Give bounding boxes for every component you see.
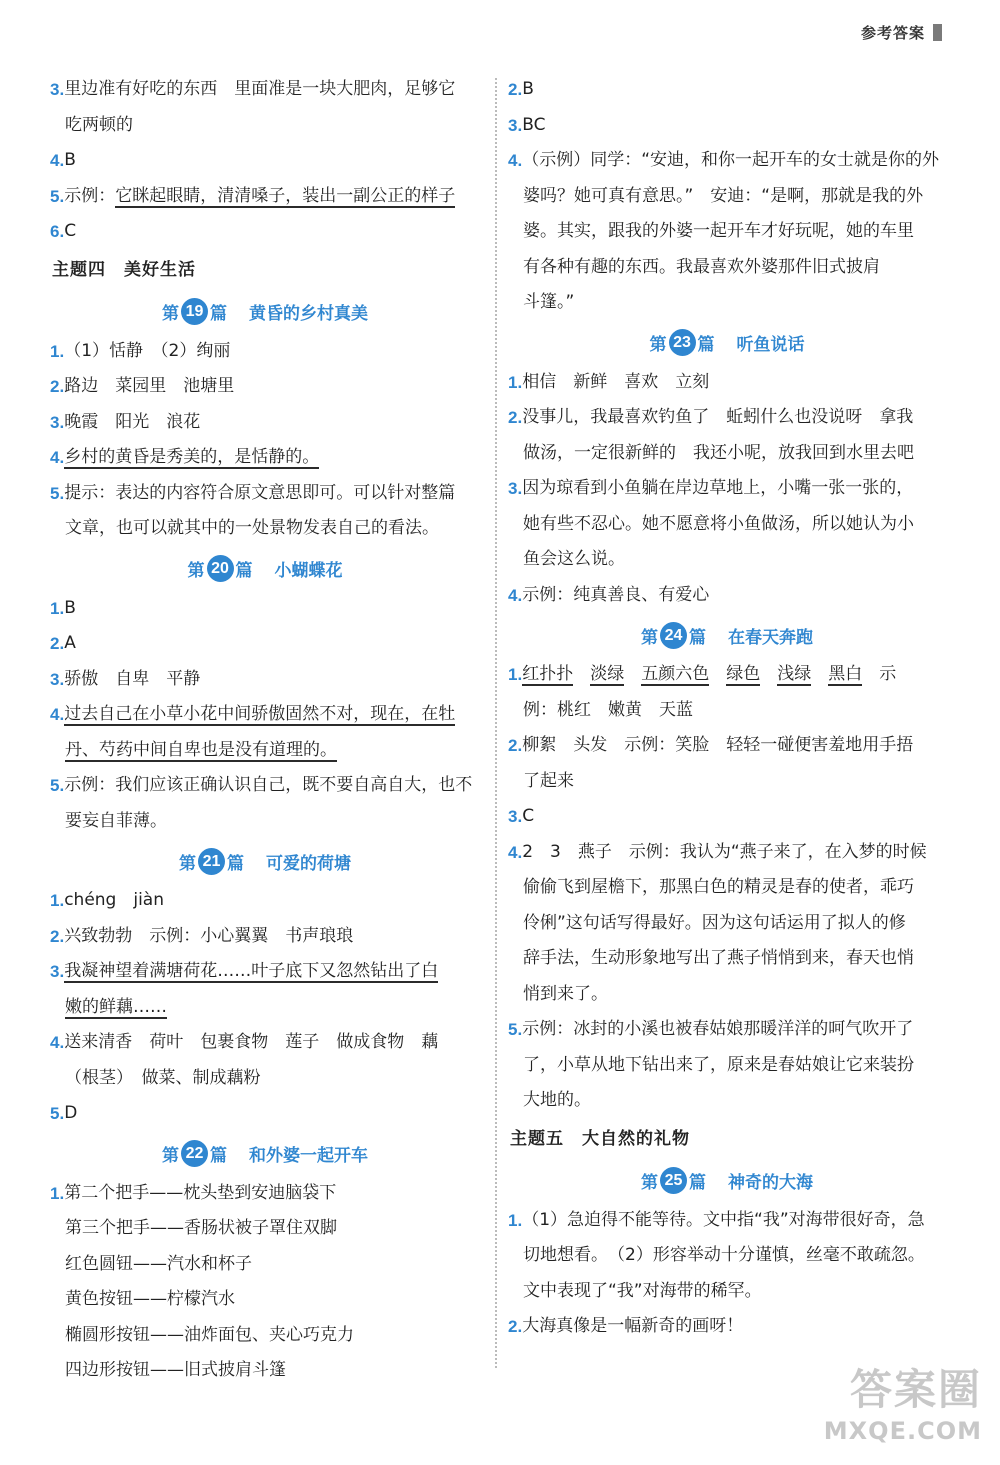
- left-column: [50, 72, 480, 1389]
- section-prefix: 第: [179, 853, 196, 874]
- answer-continuation: 了起来: [523, 770, 574, 791]
- answer-1: [50, 591, 480, 627]
- answer-number: 5 .: [50, 476, 64, 512]
- answer-continuation: 伶俐”这句话写得最好。因为这句话运用了拟人的修: [523, 912, 906, 933]
- answer-text: 相信 新鲜 喜欢 立刻: [522, 371, 710, 392]
- section-suffix: 篇: [210, 304, 227, 324]
- answer-number: 1 .: [50, 1176, 64, 1212]
- answer-2: [50, 626, 480, 662]
- answer-number: 1 .: [508, 657, 522, 693]
- answer-2: [50, 919, 480, 955]
- section-19-heading: [50, 290, 480, 334]
- answer-number: 1 .: [50, 883, 64, 919]
- answer-5: [50, 179, 480, 215]
- answer-continuation: 偷偷飞到屋檐下，那黑白色的精灵是春的使者，乖巧: [523, 877, 914, 897]
- answer-number: 4 .: [50, 1025, 64, 1061]
- answer-text: （1）急迫得不能等待。文中指“我”对海带很好奇，急: [522, 1209, 925, 1230]
- answer-text: 路边 菜园里 池塘里: [64, 376, 235, 396]
- answer-number: 5 .: [508, 1012, 522, 1048]
- answer-text: 送来清香 荷叶 包裹食物 莲子 做成食物 藕: [64, 1032, 439, 1052]
- answer-text: （1）恬静 （2）绚丽: [64, 340, 231, 361]
- underlined-answer: 乡村的黄昏是秀美的，是恬静的。: [64, 447, 320, 467]
- section-prefix: 第: [162, 1146, 179, 1166]
- answer-number: 6 .: [50, 214, 64, 250]
- answer-continuation: 她有些不忍心。她不愿意将小鱼做汤，所以她认为小: [523, 513, 914, 534]
- answer-continuation: 做汤，一定很新鲜的 我还小呢，放我回到水里去吧: [523, 442, 914, 463]
- answer-text: 骄傲 自卑 平静: [64, 668, 201, 689]
- answer-3: [50, 405, 480, 441]
- underlined-answer: 我凝神望着满塘荷花……叶子底下又忽然钻出了白: [64, 961, 439, 981]
- section-number-badge: 20: [207, 555, 234, 582]
- answer-text: 因为琼看到小鱼躺在岸边草地上，小嘴一张一张的，: [522, 478, 914, 498]
- answer-continuation: 有各种有趣的东西。我最喜欢外婆那件旧式披肩: [523, 256, 880, 277]
- answer-text: B: [64, 150, 76, 170]
- watermark: [824, 1357, 982, 1445]
- answer-4: [50, 143, 480, 179]
- answer-number: 2 .: [50, 369, 64, 405]
- underlined-word: 绿色: [726, 664, 761, 684]
- theme-heading: 主题四 美好生活: [52, 259, 196, 280]
- answer-5: [50, 1096, 480, 1132]
- answer-number: 2 .: [508, 400, 522, 436]
- answer-text: 晚霞 阳光 浪花: [64, 411, 201, 432]
- section-number-badge: 21: [198, 848, 225, 875]
- answer-2: [508, 1309, 946, 1345]
- answer-6: [50, 214, 480, 250]
- section-title: 小蝴蝶花: [274, 561, 343, 581]
- answer-text: BC: [522, 114, 546, 135]
- answer-5: [508, 1012, 946, 1048]
- answer-number: 3 .: [50, 662, 64, 698]
- answer-continuation: 四边形按钮——旧式披肩斗篷: [65, 1360, 286, 1380]
- answer-number: 4 .: [50, 440, 64, 476]
- answer-number: 4 .: [50, 697, 64, 733]
- answer-continuation: 第三个把手——香肠状被子罩住双脚: [65, 1218, 337, 1238]
- answer-text: D: [64, 1103, 78, 1123]
- answer-number: 2 .: [50, 919, 64, 955]
- answer-number: 4 .: [508, 835, 522, 871]
- answer-number: 2 .: [508, 72, 522, 108]
- header-bar: [933, 24, 942, 41]
- section-22-heading: [50, 1132, 480, 1176]
- section-number-badge: 19: [181, 298, 208, 325]
- answer-1: [50, 883, 480, 919]
- answer-3: [508, 799, 946, 835]
- underlined-answer: 丹、芍药中间自卑也是没有道理的。: [65, 739, 337, 760]
- answer-3: [50, 662, 480, 698]
- answer-2: [508, 728, 946, 764]
- answer-number: 2 .: [50, 626, 64, 662]
- underlined-word: 黑白: [828, 664, 863, 684]
- pinyin-answer: chéng jiàn: [64, 890, 164, 910]
- answer-number: 3 .: [50, 72, 64, 108]
- answer-4: [508, 143, 946, 179]
- answer-number: 3 .: [50, 405, 64, 441]
- answer-text: 兴致勃勃 示例：小心翼翼 书声琅琅: [64, 925, 354, 946]
- answer-2: [50, 369, 480, 405]
- answer-number: 3 .: [508, 108, 522, 144]
- answer-3: [508, 108, 946, 144]
- answer-text: 提示：表达的内容符合原文意思即可。可以针对整篇: [64, 482, 456, 503]
- underlined-word: 浅绿: [777, 664, 812, 684]
- answer-number: 1 .: [508, 1203, 522, 1239]
- section-suffix: 篇: [689, 1173, 706, 1193]
- answer-continuation: 红色圆钮——汽水和杯子: [65, 1253, 252, 1274]
- answer-number: 2 .: [508, 1309, 522, 1345]
- answer-number: 5 .: [50, 179, 64, 215]
- answer-continuation: 辞手法，生动形象地写出了燕子悄悄到来，春天也悄: [523, 948, 914, 968]
- answer-1: [508, 365, 946, 401]
- section-prefix: 第: [649, 335, 667, 355]
- underlined-word: 五颜六色: [641, 664, 710, 684]
- watermark-logo-text: 答案圈: [849, 1365, 982, 1414]
- answer-5: [50, 476, 480, 512]
- answer-number: 2 .: [508, 728, 522, 764]
- answer-continuation: 切地想看。 （2）形容举动十分谨慎，丝毫不敢疏忽。: [523, 1245, 925, 1265]
- answer-continuation: 大地的。: [523, 1090, 591, 1110]
- answer-text: 示: [879, 664, 897, 684]
- underlined-answer: 它眯起眼睛，清清嗓子，装出一副公正的样子: [115, 185, 456, 206]
- answer-continuation: （根茎） 做菜、制成藕粉: [65, 1067, 261, 1088]
- answer-continuation: 文中表现了“我”对海带的稀罕。: [523, 1280, 762, 1301]
- section-title: 黄昏的乡村真美: [249, 304, 368, 324]
- answer-continuation: 文章，也可以就其中的一处景物发表自己的看法。: [65, 518, 439, 538]
- answer-3: [50, 954, 480, 990]
- header-label: 参考答案: [860, 24, 925, 42]
- answer-text: B: [522, 79, 534, 99]
- answer-text: A: [64, 633, 76, 653]
- answer-4: [50, 697, 480, 733]
- answer-continuation: 黄色按钮——柠檬汽水: [65, 1289, 235, 1309]
- page-header: [861, 22, 942, 43]
- answer-number: 5 .: [50, 768, 64, 804]
- watermark-url: MXQE.COM: [823, 1417, 982, 1445]
- column-divider: [495, 78, 497, 1368]
- answer-continuation: 鱼会这么说。: [523, 549, 625, 569]
- answer-3: [50, 72, 480, 108]
- answer-number: 4 .: [50, 143, 64, 179]
- answer-continuation: 悄到来了。: [523, 983, 608, 1004]
- answer-continuation: 婆。其实，跟我的外婆一起开车才好玩呢，她的车里: [523, 221, 914, 241]
- underlined-word: 淡绿: [590, 664, 625, 684]
- section-prefix: 第: [641, 627, 658, 648]
- answer-1: [508, 1203, 946, 1239]
- answer-1: [50, 334, 480, 370]
- section-suffix: 篇: [227, 853, 244, 874]
- answer-prefix: 示例：: [64, 185, 116, 206]
- answer-number: 5 .: [50, 1096, 64, 1132]
- section-number-badge: 25: [660, 1167, 687, 1194]
- answer-text: （示例）同学：“安迪，和你一起开车的女士就是你的外: [522, 150, 940, 170]
- section-title: 可爱的荷塘: [266, 853, 351, 874]
- answer-continuation: 了，小草从地下钻出来了，原来是春姑娘让它来装扮: [523, 1054, 914, 1075]
- answer-number: 3 .: [50, 954, 64, 990]
- answer-4: [50, 440, 480, 476]
- answer-text: 大海真像是一幅新奇的画呀！: [522, 1316, 744, 1336]
- section-prefix: 第: [162, 304, 179, 324]
- section-20-heading: [50, 547, 480, 591]
- answer-1: [508, 657, 946, 693]
- answer-text: 示例：我们应该正确认识自己，既不要自高自大，也不: [64, 775, 473, 795]
- section-23-heading: [508, 321, 946, 365]
- section-21-heading: [50, 839, 480, 883]
- answer-text: C: [522, 806, 535, 826]
- underlined-answer: 嫩的鲜藕……: [65, 996, 167, 1017]
- right-column: [508, 72, 946, 1345]
- answer-number: 1 .: [50, 334, 64, 370]
- answer-4: [508, 835, 946, 871]
- answer-continuation: 要妄自菲薄。: [65, 810, 167, 831]
- answer-continuation: 椭圆形按钮——油炸面包、夹心巧克力: [65, 1324, 354, 1345]
- answer-text: B: [64, 597, 76, 618]
- answer-text: 2 3 燕子 示例：我认为“燕子来了，在入梦的时候: [522, 841, 927, 862]
- answer-number: 3 .: [508, 471, 522, 507]
- answer-text: 里边准有好吃的东西 里面准是一块大肥肉，足够它: [64, 79, 456, 99]
- answer-5: [50, 768, 480, 804]
- answer-3: [508, 471, 946, 507]
- answer-continuation: 婆吗？她可真有意思。” 安迪：“是啊，那就是我的外: [523, 185, 924, 206]
- section-24-heading: [508, 613, 946, 657]
- section-prefix: 第: [641, 1173, 658, 1193]
- answer-continuation: 斗篷。”: [523, 292, 575, 312]
- answer-number: 3 .: [508, 799, 522, 835]
- section-title: 在春天奔跑: [728, 627, 813, 648]
- answer-2: [508, 72, 946, 108]
- answer-text: C: [64, 221, 77, 241]
- section-number-badge: 22: [181, 1140, 208, 1167]
- section-suffix: 篇: [697, 335, 715, 355]
- answer-number: 4 .: [508, 143, 522, 179]
- answer-number: 1 .: [50, 591, 64, 627]
- section-title: 和外婆一起开车: [249, 1146, 368, 1166]
- section-number-badge: 24: [660, 622, 687, 649]
- answer-2: [508, 400, 946, 436]
- section-suffix: 篇: [235, 561, 253, 581]
- answer-text: 柳絮 头发 示例：笑脸 轻轻一碰便害羞地用手捂: [522, 735, 914, 755]
- answer-1: [50, 1176, 480, 1212]
- answer-text: 第二个把手——枕头垫到安迪脑袋下: [64, 1182, 337, 1203]
- section-suffix: 篇: [689, 627, 706, 648]
- answer-text: 没事儿，我最喜欢钓鱼了 蚯蚓什么也没说呀 拿我: [522, 407, 914, 427]
- section-title: 神奇的大海: [728, 1173, 813, 1193]
- section-suffix: 篇: [210, 1146, 227, 1166]
- section-prefix: 第: [187, 561, 205, 581]
- section-title: 听鱼说话: [736, 335, 805, 355]
- section-number-badge: 23: [669, 329, 696, 356]
- section-25-heading: [508, 1159, 946, 1203]
- underlined-answer: 过去自己在小草小花中间骄傲固然不对，现在，在牡: [64, 704, 456, 724]
- answer-text: 示例：冰封的小溪也被春姑娘那暖洋洋的呵气吹开了: [522, 1019, 914, 1039]
- answer-number: 4 .: [508, 578, 522, 614]
- underlined-word: 红扑扑: [522, 664, 574, 684]
- answer-number: 1 .: [508, 365, 522, 401]
- answer-4: [50, 1025, 480, 1061]
- answer-4: [508, 578, 946, 614]
- answer-continuation: 吃两顿的: [65, 114, 133, 135]
- answer-text: 示例：纯真善良、有爱心: [522, 584, 710, 605]
- answer-continuation: 例：桃红 嫩黄 天蓝: [523, 699, 693, 720]
- theme-heading: 主题五 大自然的礼物: [510, 1128, 690, 1149]
